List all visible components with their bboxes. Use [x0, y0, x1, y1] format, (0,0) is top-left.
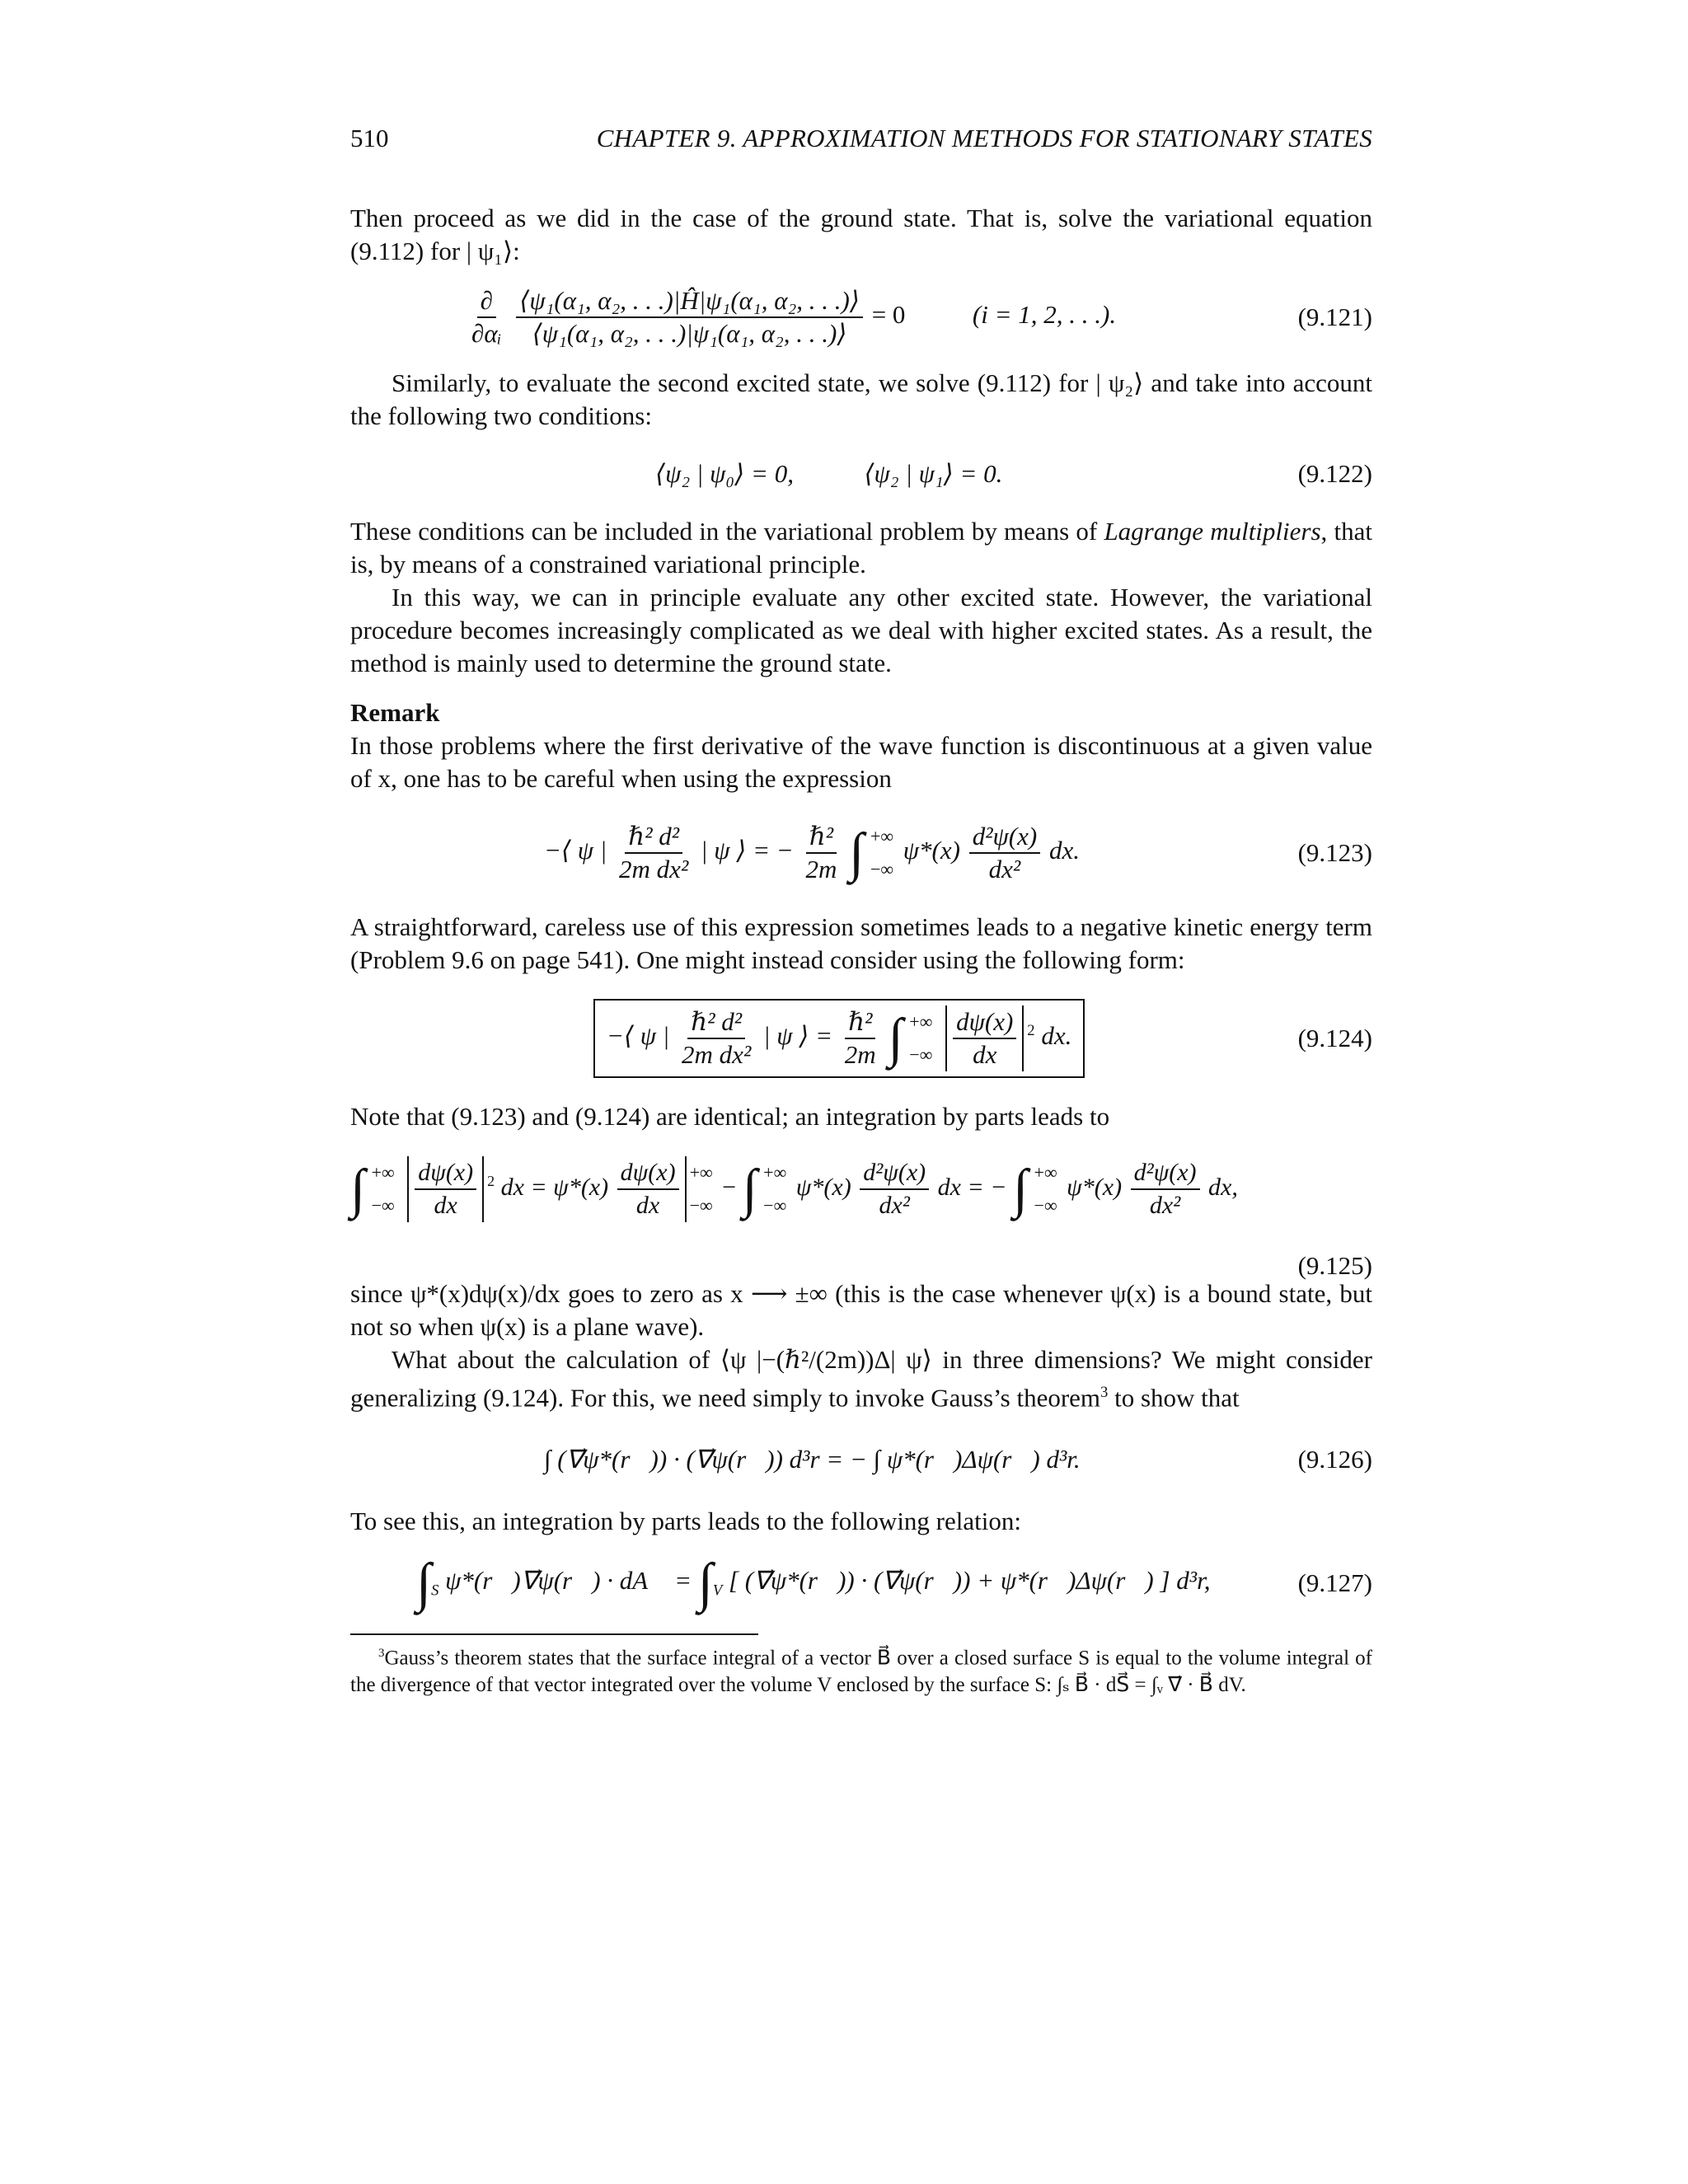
equation-number: (9.124)	[1297, 1024, 1372, 1052]
paragraph-6: A straightforward, careless use of this expression sometimes leads to a negative kinetic energy term (Problem 9.6 on page 541). One might instead consider using the following form:	[350, 912, 1372, 974]
expectation-ratio: $\frac{\text{⟨ψ₁(α₁, α₂, . . .)|Ĥ|ψ₁(α₁, α₂, . . .)⟩}}{\text{⟨ψ₁(α₁, α₂, . . .)|ψ₁(α₁, α₂, . . .)⟩}}$	[516, 285, 863, 349]
hbar-over-2m: $\frac{\text{ℏ²}}{2m}$	[844, 1007, 876, 1069]
second-derivative: $\frac{\text{d²ψ(x)}}{\text{dx²}}$	[1131, 1157, 1200, 1221]
integral-sign: ∫	[888, 1008, 903, 1068]
footnote-number: 3	[378, 1647, 385, 1661]
remark-heading: Remark	[350, 698, 440, 727]
paragraph-7: Note that (9.123) and (9.124) are identical; an integration by parts leads to	[350, 1102, 1110, 1131]
first-derivative: $\frac{d\psi(x)}{dx}$	[617, 1157, 679, 1221]
paragraph-4: In this way, we can in principle evaluate any other excited state. However, the variational procedure becomes increasingly complicated as we deal with higher excited states. As a result, the method is mainly used to determine the ground state.	[350, 583, 1372, 677]
hbar-over-2m: $\frac{\text{ℏ²}}{2m}$	[805, 822, 837, 883]
footnote	[350, 1640, 1372, 1698]
page-number: 510	[350, 124, 389, 152]
equation-number: (9.125)	[1297, 1251, 1372, 1280]
paragraph-2: Similarly, to evaluate the second excited state, we solve (9.112) for | ψ₂⟩ and take into account the following two conditions:	[350, 368, 1372, 430]
equation-9-127: $\int_S$ ψ*(r⃗)∇⃗ψ(r⃗) · dA⃗ = $\int_V$ [ (∇⃗ψ*(r⃗)) · (∇⃗ψ(r⃗)) + ψ*(r⃗)Δψ(r⃗) ] d³r, (9.127)	[416, 1553, 1372, 1614]
second-derivative: $\frac{\text{d²ψ(x)}}{\text{dx²}}$	[969, 821, 1040, 885]
equals-zero: = 0	[871, 300, 906, 330]
boxed-equation: −⟨ ψ | $\frac{\text{ℏ² d²}}{\text{2m dx²}}$ | ψ ⟩ = $\frac{\text{ℏ²}}{2m}$ ∫ +∞ −∞ $\frac{d\psi(x)}{dx}$ $^2$ dx.	[593, 999, 1085, 1078]
footnote-text: Gauss’s theorem states that the surface integral of a vector B⃗ over a closed surface S is equal to the volume integral of the divergence of that vector integrated over the volume V enclosed by the surface S: ∫ₛ B⃗ · dS⃗ = ∫ᵥ ∇⃗ · B⃗ dV.	[350, 1647, 1372, 1696]
index-condition: (i = 1, 2, . . .).	[972, 300, 1117, 330]
equation-number: (9.126)	[1297, 1445, 1372, 1474]
chapter-title: CHAPTER 9. APPROXIMATION METHODS FOR STATIONARY STATES	[596, 124, 1372, 152]
equation-9-121	[350, 268, 1372, 367]
equation-9-125: ∫ +∞ −∞ $\frac{d\psi(x)}{dx}$ $^2$ dx = ψ*(x) $\frac{d\psi(x)}{dx}$ +∞ −∞ − ∫ +∞ −∞ ψ*(x) $\frac{\text{d²ψ(x)}}{\text{dx²}}$ dx = − ∫ +∞ −∞ ψ*(x) $\frac{\text{d²ψ(x)}}{\text{dx²}}$ dx, (9.125)	[350, 1133, 1372, 1244]
paragraph-3: These conditions can be included in the variational problem by means of Lagrange multipliers, that is, by means of a constrained variational principle.	[350, 517, 1372, 579]
equation-number: (9.122)	[1297, 459, 1372, 488]
page	[350, 124, 1372, 1699]
first-derivative: $\frac{d\psi(x)}{dx}$	[415, 1157, 476, 1221]
partial-derivative: $\frac{\partial}{\text{∂αᵢ}}$	[471, 286, 502, 348]
integral-limits: +∞ −∞	[870, 826, 894, 879]
lagrange-multipliers: Lagrange multipliers	[1104, 517, 1321, 546]
orthogonality-0: ⟨ψ₂ | ψ₀⟩ = 0,	[655, 459, 794, 488]
equation-number: (9.127)	[1297, 1568, 1372, 1598]
kinetic-operator: $\frac{\text{ℏ² d²}}{\text{2m dx²}}$	[619, 822, 689, 883]
second-derivative: $\frac{\text{d²ψ(x)}}{\text{dx²}}$	[860, 1157, 929, 1221]
footnote-mark: 3	[1100, 1384, 1109, 1401]
paragraph-5: In those problems where the first derivative of the wave function is discontinuous at a given value of x, one has to be careful when using the expression	[350, 731, 1372, 793]
equation-9-126: ∫ (∇⃗ψ*(r⃗)) · (∇⃗ψ(r⃗)) d³r = − ∫ ψ*(r⃗)Δψ(r⃗) d³r. (9.126)	[544, 1445, 1372, 1474]
paragraph-8b: What about the calculation of ⟨ψ |−(ℏ²/(2m))Δ| ψ⟩ in three dimensions? We might consider generalizing (9.124). For this, we need simply to invoke Gauss’s theorem$^3$ to show that	[350, 1345, 1372, 1413]
paragraph-1: Then proceed as we did in the case of the ground state. That is, solve the variational equation (9.112) for | ψ₁⟩:	[350, 204, 1372, 265]
equation-9-124	[350, 977, 1372, 1100]
footnote-rule	[350, 1633, 758, 1635]
integral-sign: ∫	[849, 823, 865, 883]
running-header	[350, 124, 1372, 165]
orthogonality-1: ⟨ψ₂ | ψ₁⟩ = 0.	[864, 459, 1003, 488]
equation-9-122	[350, 433, 1372, 515]
integral-limits: +∞ −∞	[909, 1011, 933, 1065]
paragraph-8a: since ψ*(x)dψ(x)/dx goes to zero as x ⟶ ±∞ (this is the case whenever ψ(x) is a bound state, but not so when ψ(x) is a plane wave).	[350, 1279, 1372, 1341]
first-derivative: $\frac{d\psi(x)}{dx}$	[953, 1006, 1016, 1071]
equation-number: (9.121)	[1297, 302, 1372, 331]
equation-number: (9.123)	[1297, 838, 1372, 867]
paragraph-9: To see this, an integration by parts leads to the following relation:	[350, 1507, 1021, 1536]
kinetic-operator: $\frac{\text{ℏ² d²}}{\text{2m dx²}}$	[682, 1007, 752, 1069]
equation-9-123: −⟨ ψ | $\frac{\text{ℏ² d²}}{\text{2m dx²}}$ | ψ ⟩ = − $\frac{\text{ℏ²}}{2m}$ ∫ +∞ −∞ ψ*(x) $\frac{\text{d²ψ(x)}}{\text{dx²}}$ dx. (9.123)	[350, 795, 1372, 911]
